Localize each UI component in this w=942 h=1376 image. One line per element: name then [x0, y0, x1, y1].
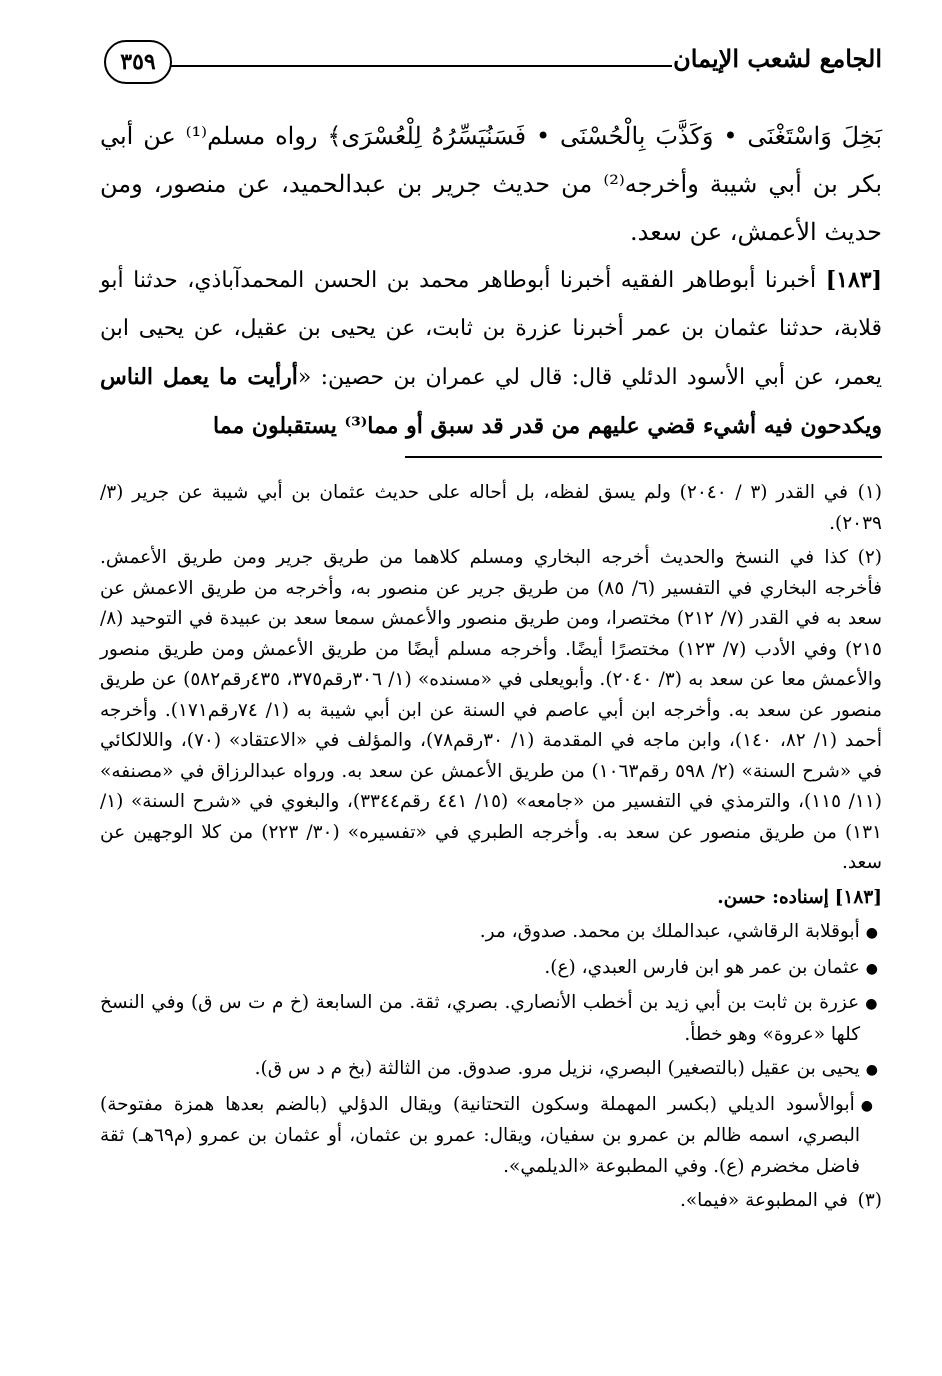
- footnote-text: في القدر (٣ / ٢٠٤٠) ولم يسق لفظه، بل أحاله على حديث عثمان بن أبي شيبة عن جرير (٣/ ٢٠٣٩).: [100, 482, 882, 534]
- footnote-text: كذا في النسخ والحديث أخرجه البخاري ومسلم كلاهما من طريق جرير ومن طريق الأعمش. فأخرجه البخاري في التفسير (٦/ ٨٥) من طريق جرير عن منصور به، وأخرجه من طريق الاعمش عن سعد به في القدر (٧/ ٢١٢) مختصرا، ومن طريق منصور والأعمش سمعا سعد بن عبيدة في التوحيد (٨/ ٢١٥) وفي الأدب (٧/ ١٢٣) مختصرًا أيضًا. وأخرجه مسلم أيضًا من طريق الأعمش ومن طريق منصور والأعمش معا عن سعد به (٣/ ٢٠٤٠). وأبويعلى في «مسنده» (١/ ٣٠٦رقم٣٧٥، ٤٣٥رقم٥٨٢) عن طريق منصور عن سعد به. وأخرجه ابن أبي عاصم في السنة عن ابن أبي شيبة به (١/ ٧٤رقم١٧١). وأخرجه أحمد (١/ ٨٢، ١٤٠)، وابن ماجه في المقدمة (١/ ٣٠رقم٧٨)، والمؤلف في «الاعتقاد» (٧٠)، واللالكائي في «شرح السنة» (٢/ ٥٩٨ رقم١٠٦٣) من طريق الأعمش عن سعد به. ورواه عبدالرزاق في «مصنفه» (١١/ ١١٥)، والترمذي في التفسير من «جامعه» (١٥/ ٤٤١ رقم٣٣٤٤)، والبغوي في «شرح السنة» (١/ ١٣١) من طريق منصور عن سعد به. وأخرجه الطبري في «تفسيره» (٣٠/ ٢٢٣) من كلا الوجهين عن سعد.: [100, 547, 882, 873]
- footnote-number: (٢): [857, 547, 882, 568]
- page-number: ٣٥٩: [104, 40, 172, 84]
- bullet-icon: ●: [860, 1097, 878, 1114]
- isnad-heading: [100, 883, 882, 914]
- footnote-number: (٣): [857, 1190, 882, 1211]
- footnote-1: [100, 478, 882, 539]
- narrator-text: أبوالأسود الديلي (بكسر المهملة وسكون التحتانية) ويقال الدؤلي (بالضم بعدها همزة مفتوحة) البصري، اسمه ظالم بن عمرو بن سفيان، ويقال: عمرو بن عثمان، أو عثمان بن عمرو (م٦٩هـ) ثقة فاضل مخضرم (ع). وفي المطبوعة «الديلمي».: [100, 1093, 861, 1177]
- isnad-number: [١٨٣]: [834, 886, 882, 908]
- running-title: الجامع لشعب الإيمان: [673, 44, 882, 73]
- footnote-number: (١): [857, 482, 882, 503]
- main-text: [100, 112, 882, 451]
- narrator-text: عثمان بن عمر هو ابن فارس العبدي، (ع).: [544, 956, 860, 978]
- narrator-text: أبوقلابة الرقاشي، عبدالملك بن محمد. صدوق، مر.: [479, 921, 860, 942]
- footnote-separator: [405, 456, 882, 458]
- bullet-icon: ●: [865, 996, 878, 1012]
- paragraph-hadith-end: بَخِلَ وَاسْتَغْنَى • وَكَذَّبَ بِالْحُسْنَى • فَسَنُيَسِّرُهُ لِلْعُسْرَى﴾ رواه مسلم⁽¹⁾ عن أبي بكر بن أبي شيبة وأخرجه⁽²⁾ من حديث جرير بن عبدالحميد، عن منصور، ومن حديث الأعمش، عن سعد.: [100, 122, 883, 246]
- page-header: [100, 38, 882, 94]
- narrator-item: [100, 988, 882, 1050]
- paragraph-hadith-183: [100, 256, 882, 451]
- narrator-item: [100, 1090, 882, 1183]
- hadith-number: [١٨٣]: [825, 267, 882, 293]
- hadith-isnad-text: أخبرنا أبوطاهر الفقيه أخبرنا أبوطاهر محمد بن الحسن المحمدآباذي، حدثنا أبو قلابة، حدثنا عثمان بن عمر أخبرنا عزرة بن ثابت، عن يحيى بن عقيل، عن يحيى ابن يعمر، عن أبي الأسود الدئلي قال: قال لي عمران بن حصين: «: [100, 268, 882, 390]
- narrator-text: يحيى بن عقيل (بالتصغير) البصري، نزيل مرو. صدوق. من الثالثة (بخ م د س ق).: [254, 1058, 860, 1079]
- footnote-3: [100, 1186, 882, 1217]
- footnote-2: [100, 543, 882, 879]
- bullet-icon: ●: [865, 1062, 878, 1078]
- isnad-label: إسناده: حسن.: [717, 886, 829, 908]
- hadith-matn-text: أرأيت ما يعمل الناس ويكدحون فيه أشيء قضي عليهم من قدر قد سبق أو مما⁽³⁾ يستقبلون مما: [100, 364, 882, 439]
- narrator-item: [100, 917, 882, 949]
- footnotes: [100, 478, 882, 1221]
- narrator-item: [100, 1054, 882, 1086]
- narrator-item: [100, 953, 882, 985]
- bullet-icon: ●: [865, 960, 878, 977]
- narrator-text: عزرة بن ثابت بن أبي زيد بن أخطب الأنصاري. بصري، ثقة. من السابعة (خ م ت س ق) وفي النسخ كلها «عروة» وهو خطأ.: [100, 992, 860, 1045]
- header-rule: [170, 65, 672, 67]
- bullet-icon: ●: [865, 925, 878, 941]
- footnote-text: في المطبوعة «فيما».: [679, 1190, 848, 1211]
